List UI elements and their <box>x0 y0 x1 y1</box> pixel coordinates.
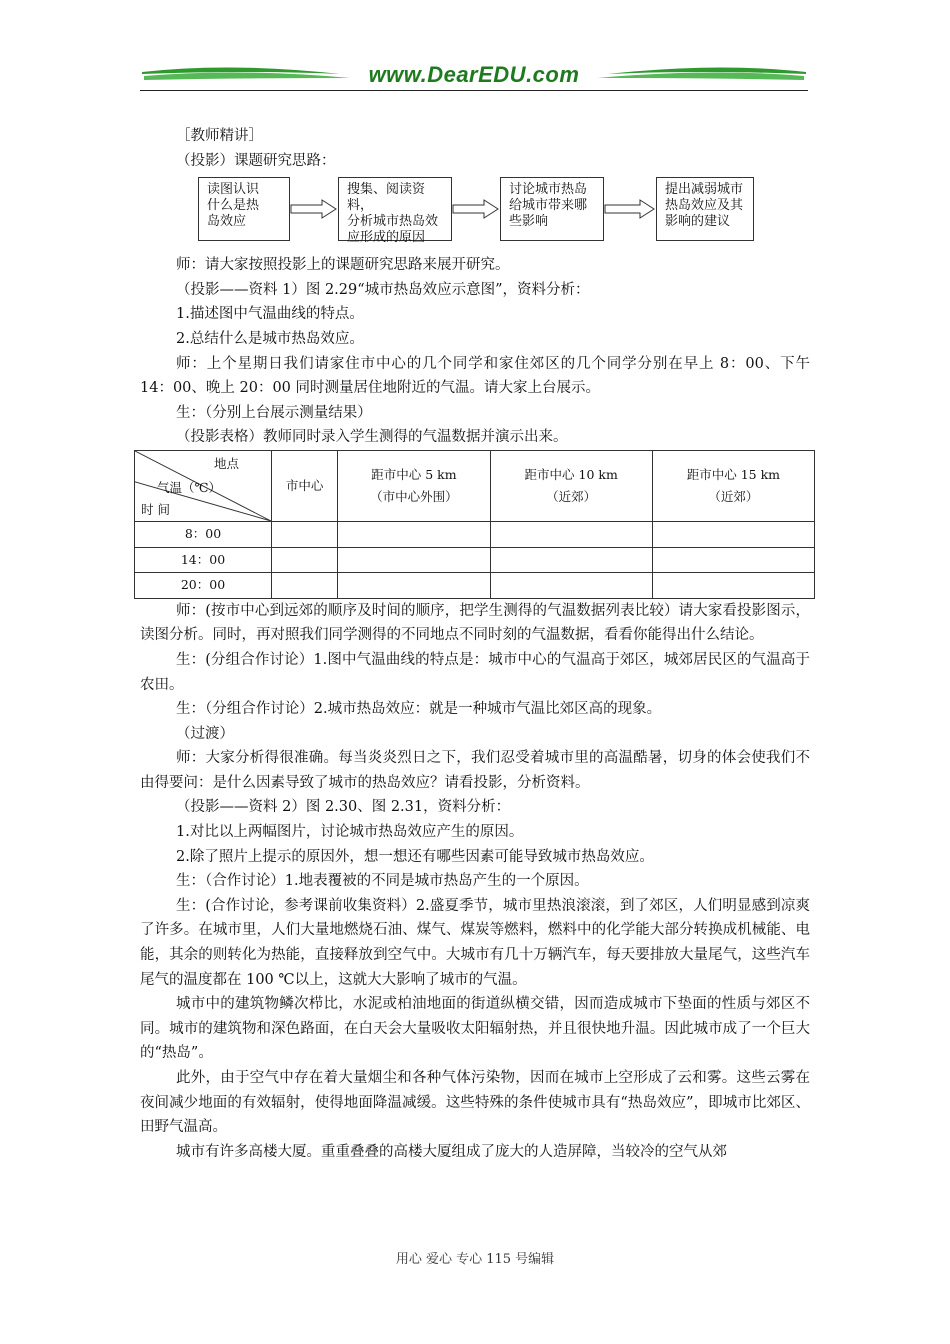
column-header-line1: 距市中心 5 km <box>371 466 457 482</box>
table-row <box>135 521 815 547</box>
column-header-line1: 市中心 <box>285 477 324 493</box>
table-cell <box>272 547 338 573</box>
paragraph: 师：(按市中心到远郊的顺序及时间的顺序，把学生测得的气温数据列表比较）请大家看投影图示，读图分析。同时，再对照我们同学测得的不同地点不同时刻的气温数据，看看你能得出什么结论。 <box>140 602 810 644</box>
arrow-right-icon <box>604 199 656 219</box>
site-title[interactable]: www.DearEDU.com <box>368 62 580 87</box>
table-corner-cell <box>135 450 272 521</box>
column-header <box>490 450 652 521</box>
paragraph: （投影——资料 1）图 2.29“城市热岛效应示意图”，资料分析： <box>176 281 590 298</box>
table-cell <box>338 547 490 573</box>
arrow-right-icon <box>290 199 338 219</box>
corner-place-label: 地点 <box>213 455 239 471</box>
column-header-line2: （近郊） <box>546 488 597 504</box>
paragraph: （投影表格）教师同时录入学生测得的气温数据并演示出来。 <box>176 429 568 446</box>
paragraph: 此外，由于空气中存在着大量烟尘和各种气体污染物，因而在城市上空形成了云和雾。这些云雾在夜间减少地面的有效辐射，使得地面降温减缓。这些特殊的条件使城市具有“热岛效应”，即城市比郊区、田野气温高。 <box>140 1070 810 1136</box>
corner-temp-label: 气温（℃） <box>157 479 221 495</box>
flow-step-4: 提出减弱城市 热岛效应及其 影响的建议 <box>656 177 754 241</box>
flow-step-2: 搜集、阅读资料， 分析城市热岛效 应形成的原因 <box>338 177 452 241</box>
column-header-line2: （近郊） <box>708 488 759 504</box>
table-cell <box>338 573 490 599</box>
corner-time-label: 时 间 <box>141 501 170 517</box>
projection-intro: （投影）课题研究思路： <box>176 152 336 169</box>
paragraph: （投影——资料 2）图 2.30、图 2.31，资料分析： <box>176 799 511 816</box>
section-title: ［教师精讲］ <box>176 128 263 144</box>
paragraph: 生：（合作讨论）1.地表覆被的不同是城市热岛产生的一个原因。 <box>176 873 589 890</box>
temperature-table <box>134 450 815 599</box>
table-cell <box>490 547 652 573</box>
table-cell <box>652 547 814 573</box>
column-header <box>652 450 814 521</box>
table-cell <box>652 573 814 599</box>
table-cell <box>272 521 338 547</box>
row-time-cell: 14：00 <box>135 547 272 573</box>
flow-step-3: 讨论城市热岛 给城市带来哪 些影响 <box>500 177 604 241</box>
paragraph: 1.对比以上两幅图片，讨论城市热岛效应产生的原因。 <box>176 824 524 841</box>
page-header <box>140 58 808 98</box>
table-cell <box>272 573 338 599</box>
page-footer: 用心 爱心 专心 115 号编辑 <box>395 1252 555 1267</box>
paragraph: 师：上个星期日我们请家住市中心的几个同学和家住郊区的几个同学分别在早上 8：00、下午 14：00、晚上 20：00 同时测量居住地附近的气温。请大家上台展示。 <box>140 355 810 397</box>
table-cell <box>490 521 652 547</box>
flow-step-1: 读图认识 什么是热 岛效应 <box>198 177 290 241</box>
research-flowchart <box>140 177 810 249</box>
column-header-line1: 距市中心 15 km <box>686 466 781 482</box>
paragraph: 2.除了照片上提示的原因外，想一想还有哪些因素可能导致城市热岛效应。 <box>176 848 654 865</box>
paragraph: 城市有许多高楼大厦。重重叠叠的高楼大厦组成了庞大的人造屏障，当较冷的空气从郊 <box>176 1143 727 1160</box>
paragraph: 生：(合作讨论，参考课前收集资料）2.盛夏季节，城市里热浪滚滚，到了郊区，人们明显感到凉爽了许多。在城市里，人们大量地燃烧石油、煤气、煤炭等燃料，燃料中的化学能大部分转换成机械能、电能，其余的则转化为热能，直接释放到空气中。大城市有几十万辆汽车，每天要排放大量尾气，这些汽车尾气的温度都在 100 ℃以上，这就大大影响了城市的气温。 <box>140 897 810 988</box>
table-cell <box>490 573 652 599</box>
table-cell <box>652 521 814 547</box>
table-row <box>135 573 815 599</box>
paragraph: （过渡） <box>176 725 234 742</box>
column-header-line2: （市中心外围） <box>370 488 458 504</box>
column-header-line1: 距市中心 10 km <box>524 466 618 482</box>
paragraph: 师：大家分析得很准确。每当炎炎烈日之下，我们忍受着城市里的高温酷暑，切身的体会使我们不由得要问：是什么因素导致了城市的热岛效应？请看投影，分析资料。 <box>140 750 810 791</box>
table-row <box>135 547 815 573</box>
paragraph: 1.描述图中气温曲线的特点。 <box>176 306 364 323</box>
arrow-right-icon <box>452 199 500 219</box>
paragraph: 生：（分组合作讨论）2.城市热岛效应：就是一种城市气温比郊区高的现象。 <box>176 701 662 718</box>
paragraph: 城市中的建筑物鳞次栉比，水泥或柏油地面的街道纵横交错，因而造成城市下垫面的性质与郊区不同。城市的建筑物和深色路面，在白天会大量吸收太阳辐射热，并且很快地升温。因此城市成了一个巨大的“热岛”。 <box>140 996 810 1062</box>
paragraph: 师：请大家按照投影上的课题研究思路来展开研究。 <box>176 257 510 274</box>
document-body <box>140 124 810 1164</box>
paragraph: 生：（分别上台展示测量结果） <box>176 404 372 421</box>
column-header <box>338 450 490 521</box>
header-rule <box>140 90 808 91</box>
column-header <box>272 450 338 521</box>
row-time-cell: 8：00 <box>135 521 272 547</box>
paragraph: 2.总结什么是城市热岛效应。 <box>176 330 364 347</box>
paragraph: 生：(分组合作讨论）1.图中气温曲线的特点是：城市中心的气温高于郊区，城郊居民区的气温高于农田。 <box>140 651 810 693</box>
table-cell <box>338 521 490 547</box>
row-time-cell: 20：00 <box>135 573 272 599</box>
